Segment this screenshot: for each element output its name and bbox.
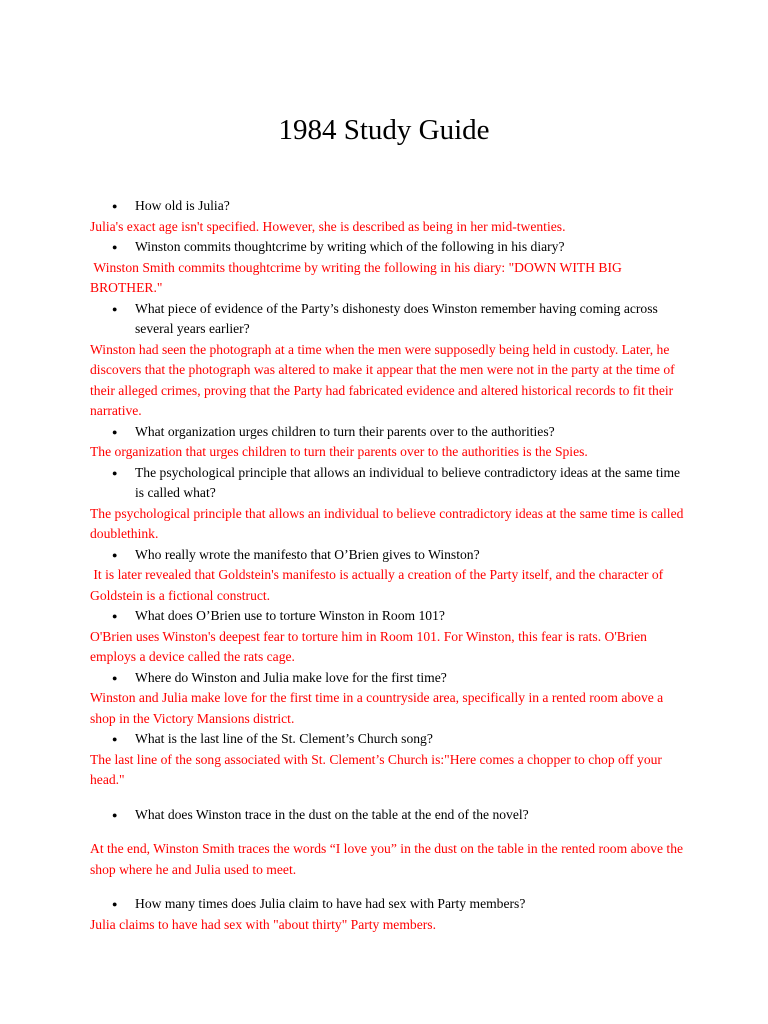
- bullet-icon: ●: [112, 672, 118, 683]
- question-text: Who really wrote the manifesto that O’Brien gives to Winston?: [135, 546, 480, 562]
- question-text: Winston commits thoughtcrime by writing which of the following in his diary?: [135, 239, 565, 254]
- bullet-icon: ●: [112, 303, 118, 314]
- question-text: What does Winston trace in the dust on the table at the end of the novel?: [135, 806, 529, 822]
- answer-11: Julia claims to have had sex with "about thirty" Party members.: [90, 916, 436, 932]
- question-text: What piece of evidence of the Party’s dishonesty does Winston remember having coming across several years earlier?: [135, 300, 658, 336]
- bullet-icon: ●: [112, 426, 118, 437]
- answer-5: The psychological principle that allows an individual to believe contradictory ideas at the same time is called doublethink.: [90, 505, 684, 541]
- answer-10: At the end, Winston Smith traces the words “I love you” in the dust on the table in the rented room above the shop where he and Julia used to meet.: [90, 841, 684, 877]
- bullet-icon: ●: [112, 549, 118, 560]
- answer-9: The last line of the song associated with St. Clement’s Church is:"Here comes a chopper to chop off your head.": [90, 751, 662, 787]
- question-7: [90, 606, 690, 627]
- bullet-icon: ●: [112, 734, 118, 744]
- bullet-icon: ●: [112, 899, 118, 909]
- question-8: [90, 668, 690, 689]
- question-text: How many times does Julia claim to have had sex with Party members?: [135, 896, 526, 911]
- bullet-icon: ●: [112, 467, 118, 478]
- bullet-icon: ●: [112, 201, 118, 211]
- question-3: [90, 299, 690, 340]
- question-text: What is the last line of the St. Clement’s Church song?: [135, 731, 433, 746]
- answer-2: Winston Smith commits thoughtcrime by writing the following in his diary: "DOWN WITH BIG BROTHER.": [90, 259, 626, 295]
- question-text: How old is Julia?: [135, 198, 230, 213]
- question-2: [90, 237, 690, 258]
- bullet-icon: ●: [112, 242, 118, 252]
- question-text: What does O’Brien use to torture Winston in Room 101?: [135, 608, 445, 623]
- question-9: [90, 729, 690, 750]
- question-text: The psychological principle that allows an individual to believe contradictory ideas at the same time is called what?: [135, 464, 681, 500]
- qa-list: [90, 196, 690, 935]
- answer-8: Winston and Julia make love for the first time in a countryside area, specifically in a rented room above a shop in the Victory Mansions district.: [90, 690, 664, 726]
- question-1: [90, 196, 690, 217]
- bullet-icon: ●: [112, 611, 118, 621]
- question-5: [90, 463, 690, 504]
- page-title: 1984 Study Guide: [278, 114, 490, 146]
- question-text: What organization urges children to turn their parents over to the authorities?: [135, 423, 555, 439]
- bullet-icon: ●: [112, 809, 118, 820]
- answer-3: Winston had seen the photograph at a time when the men were supposedly being held in custody. Later, he discovers that the photograph was altered to make it appear that the men were not in the party at the time of their alleged crimes, proving that the Party had fabricated evidence and altered historical records to fit their narrative.: [90, 341, 675, 418]
- question-11: [90, 894, 690, 915]
- answer-7: O'Brien uses Winston's deepest fear to torture him in Room 101. For Winston, this fear is rats. O'Brien employs a device called the rats cage.: [90, 628, 647, 664]
- question-10: [90, 805, 690, 826]
- question-text: Where do Winston and Julia make love for the first time?: [135, 669, 447, 685]
- question-6: [90, 545, 690, 566]
- answer-4: The organization that urges children to turn their parents over to the authorities is the Spies.: [90, 444, 588, 459]
- question-4: [90, 422, 690, 443]
- answer-1: Julia's exact age isn't specified. However, she is described as being in her mid-twenties.: [90, 218, 566, 234]
- answer-6: It is later revealed that Goldstein's manifesto is actually a creation of the Party itself, and the character of Goldstein is a fictional construct.: [90, 567, 667, 603]
